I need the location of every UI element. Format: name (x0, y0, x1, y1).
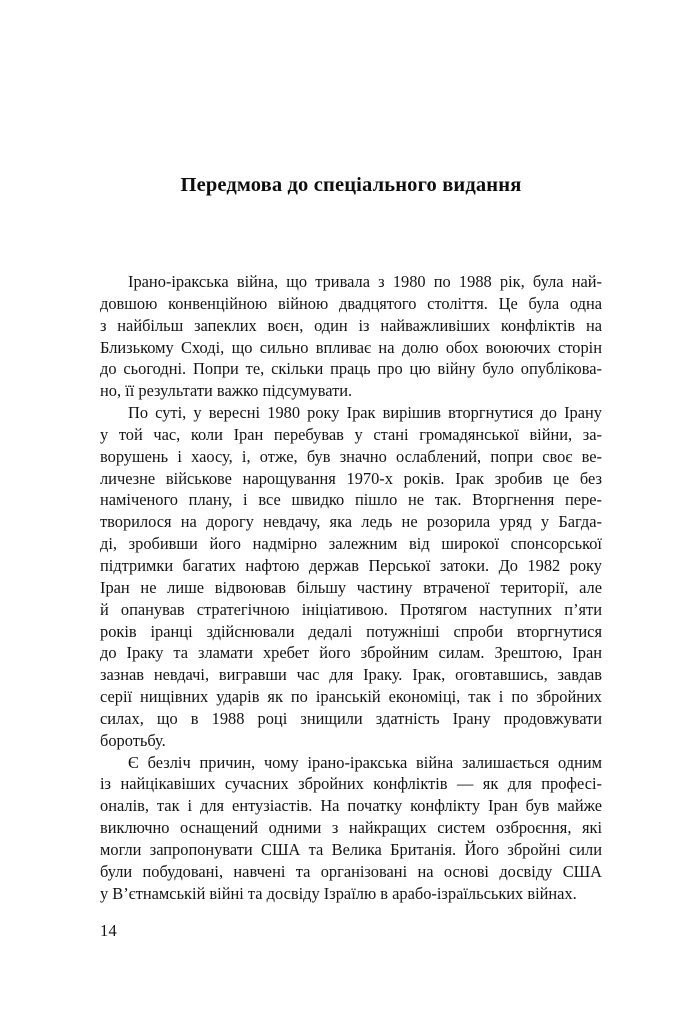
text-line: довшою конвенційною війною двадцятого століття. Це була одна (100, 293, 602, 313)
paragraph (100, 271, 602, 402)
text-line: творилося на дорогу невдачу, яка ледь не розорила уряд у Багда- (100, 512, 602, 532)
text-line: но, її результати важко підсумувати. (100, 381, 353, 401)
text-line: років іранці здійснювали дедалі потужніші спроби вторгнутися (100, 621, 602, 641)
paragraph (100, 752, 602, 905)
text-line: Є безліч причин, чому ірано-іракська війна залишається одним (128, 752, 602, 772)
text-line: виключно оснащений одними з найкращих систем озброєння, які (100, 818, 602, 838)
text-line: до сьогодні. Попри те, скільки праць про цю війну було опублікова- (100, 359, 602, 379)
text-line: оналів, так і для ентузіастів. На початку конфлікту Іран був майже (100, 796, 602, 816)
text-line: серії нищівних ударів як по іранській економіці, так і по збройних силах, що в 1988 році знищили здатність Ірану продовжувати (100, 687, 607, 728)
text-line: із найцікавіших сучасних збройних конфліктів — як для професі- (100, 774, 602, 794)
text-line: ді, зробивши його надмірно залежним від широкої спонсорської (100, 534, 602, 554)
text-line: наміченого плану, і все швидко пішло не так. Вторгнення пере- (100, 490, 602, 510)
body-text (100, 271, 607, 904)
text-line: Іран не лише відвоював більшу частину втраченої території, але (100, 577, 602, 597)
text-line: й опанував стратегічною ініціативою. Протягом наступних п’яти (100, 599, 602, 619)
text-line: личезне військове нарощування 1970-х років. Ірак зробив це без (100, 468, 602, 488)
page-title: Передмова до спеціального видання (180, 173, 522, 196)
text-line: зазнав невдачі, вигравши час для Іраку. Ірак, оговтавшись, завдав (100, 665, 602, 685)
text-line: були побудовані, навчені та організовані на основі досвіду США (100, 861, 602, 881)
paragraph (100, 402, 607, 752)
text-line: підтримки багатих нафтою держав Перської затоки. До 1982 року (100, 555, 602, 575)
text-line: По суті, у вересні 1980 року Ірак вирішив вторгнутися до Ірану (128, 403, 602, 423)
page-number: 14 (100, 921, 117, 940)
text-line: Близькому Сході, що сильно впливає на долю обох воюючих сторін (100, 337, 602, 357)
text-line: з найбільш запеклих воєн, один із найважливіших конфліктів на (100, 315, 602, 335)
text-line: ворушень і хаосу, і, отже, був значно ослаблений, попри своє ве- (100, 446, 602, 466)
text-line: до Іраку та зламати хребет його збройним силам. Зрештою, Іран (100, 643, 602, 663)
text-line: у В’єтнамській війні та досвіду Ізраїлю в арабо-ізраїльських війнах. (100, 883, 577, 903)
text-line: боротьбу. (100, 730, 166, 750)
text-line: у той час, коли Іран перебував у стані громадянської війни, за- (100, 424, 602, 444)
text-line: Ірано-іракська війна, що тривала з 1980 по 1988 рік, була най- (128, 272, 602, 291)
text-line: могли запропонувати США та Велика Британія. Його збройні сили (100, 839, 602, 859)
